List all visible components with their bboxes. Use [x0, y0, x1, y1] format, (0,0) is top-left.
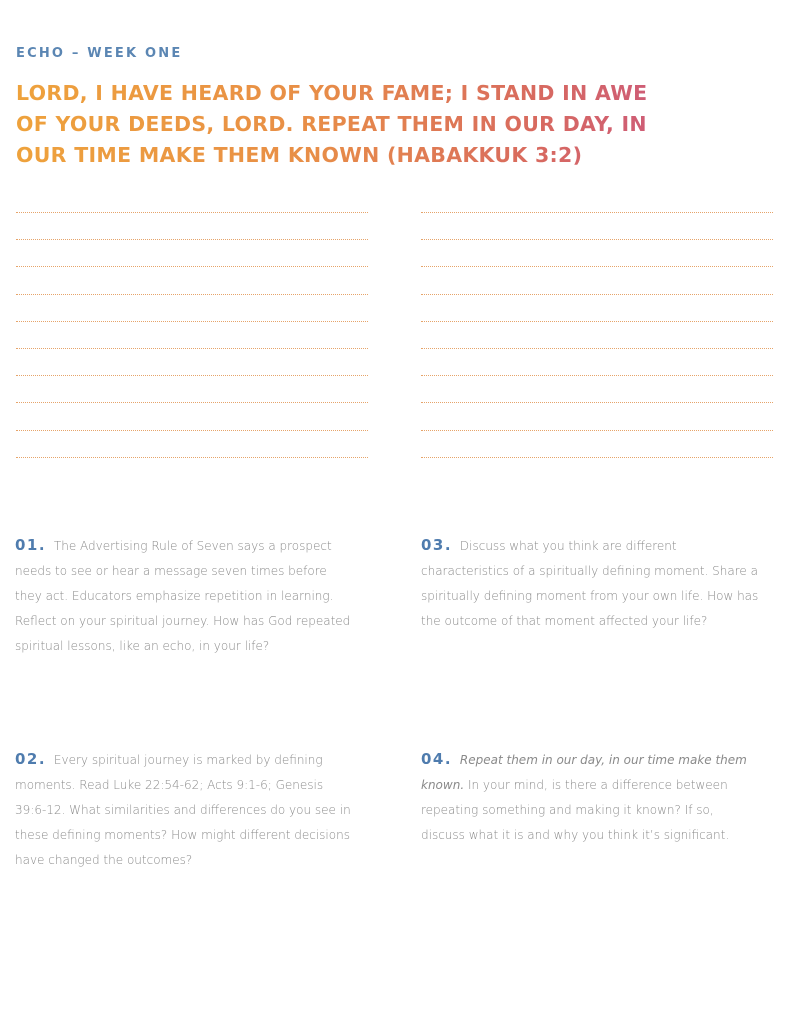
- verse-line-3: OUR TIME MAKE THEM KNOWN (HABAKKUK 3:2): [16, 140, 756, 171]
- notes-lines-left[interactable]: [16, 212, 368, 484]
- writing-line[interactable]: [421, 239, 773, 266]
- scripture-verse: [16, 78, 756, 171]
- question-text: In your mind, is there a difference between repeating something and making it known? If so, discuss what it is and why you think it’s significant.: [421, 778, 730, 842]
- question-number: 02.: [15, 750, 47, 768]
- question-number: 04.: [421, 750, 453, 768]
- writing-line[interactable]: [421, 348, 773, 375]
- writing-line[interactable]: [16, 402, 368, 429]
- question-italic-quote: Repeat them in our day, in our time make them known.: [421, 753, 747, 792]
- question-number: 01.: [15, 536, 47, 554]
- writing-line[interactable]: [16, 321, 368, 348]
- writing-line[interactable]: [421, 321, 773, 348]
- writing-line[interactable]: [16, 266, 368, 293]
- section-eyebrow: ECHO – WEEK ONE: [16, 46, 183, 61]
- question-01: [15, 533, 355, 659]
- writing-line[interactable]: [421, 457, 773, 484]
- writing-line[interactable]: [16, 348, 368, 375]
- question-text: Discuss what you think are different characteristics of a spiritually defining moment. Share a spiritually defining moment from your own life. How has the outcome of that moment affected your life?: [421, 539, 759, 628]
- verse-line-1: LORD, I HAVE HEARD OF YOUR FAME; I STAND IN AWE: [16, 78, 756, 109]
- writing-line[interactable]: [16, 430, 368, 457]
- writing-line[interactable]: [16, 457, 368, 484]
- writing-line[interactable]: [421, 375, 773, 402]
- writing-line[interactable]: [16, 239, 368, 266]
- verse-line-2: OF YOUR DEEDS, LORD. REPEAT THEM IN OUR DAY, IN: [16, 109, 756, 140]
- question-02: [15, 747, 355, 873]
- question-text: Every spiritual journey is marked by defining moments. Read Luke 22:54-62; Acts 9:1-6; Genesis 39:6-12. What similarities and differences do you see in these defining moments? How might different decisions have changed the outcomes?: [15, 753, 351, 867]
- notes-lines-right[interactable]: [421, 212, 773, 484]
- writing-line[interactable]: [421, 430, 773, 457]
- question-text: The Advertising Rule of Seven says a prospect needs to see or hear a message seven times before they act. Educators emphasize repetition in learning. Reflect on your spiritual journey. How has God repeated spiritual lessons, like an echo, in your life?: [15, 539, 351, 653]
- question-03: [421, 533, 761, 634]
- writing-line[interactable]: [421, 266, 773, 293]
- writing-line[interactable]: [421, 402, 773, 429]
- question-number: 03.: [421, 536, 453, 554]
- writing-line[interactable]: [16, 375, 368, 402]
- writing-line[interactable]: [16, 212, 368, 239]
- question-04: [421, 747, 761, 848]
- writing-line[interactable]: [16, 294, 368, 321]
- writing-line[interactable]: [421, 212, 773, 239]
- writing-line[interactable]: [421, 294, 773, 321]
